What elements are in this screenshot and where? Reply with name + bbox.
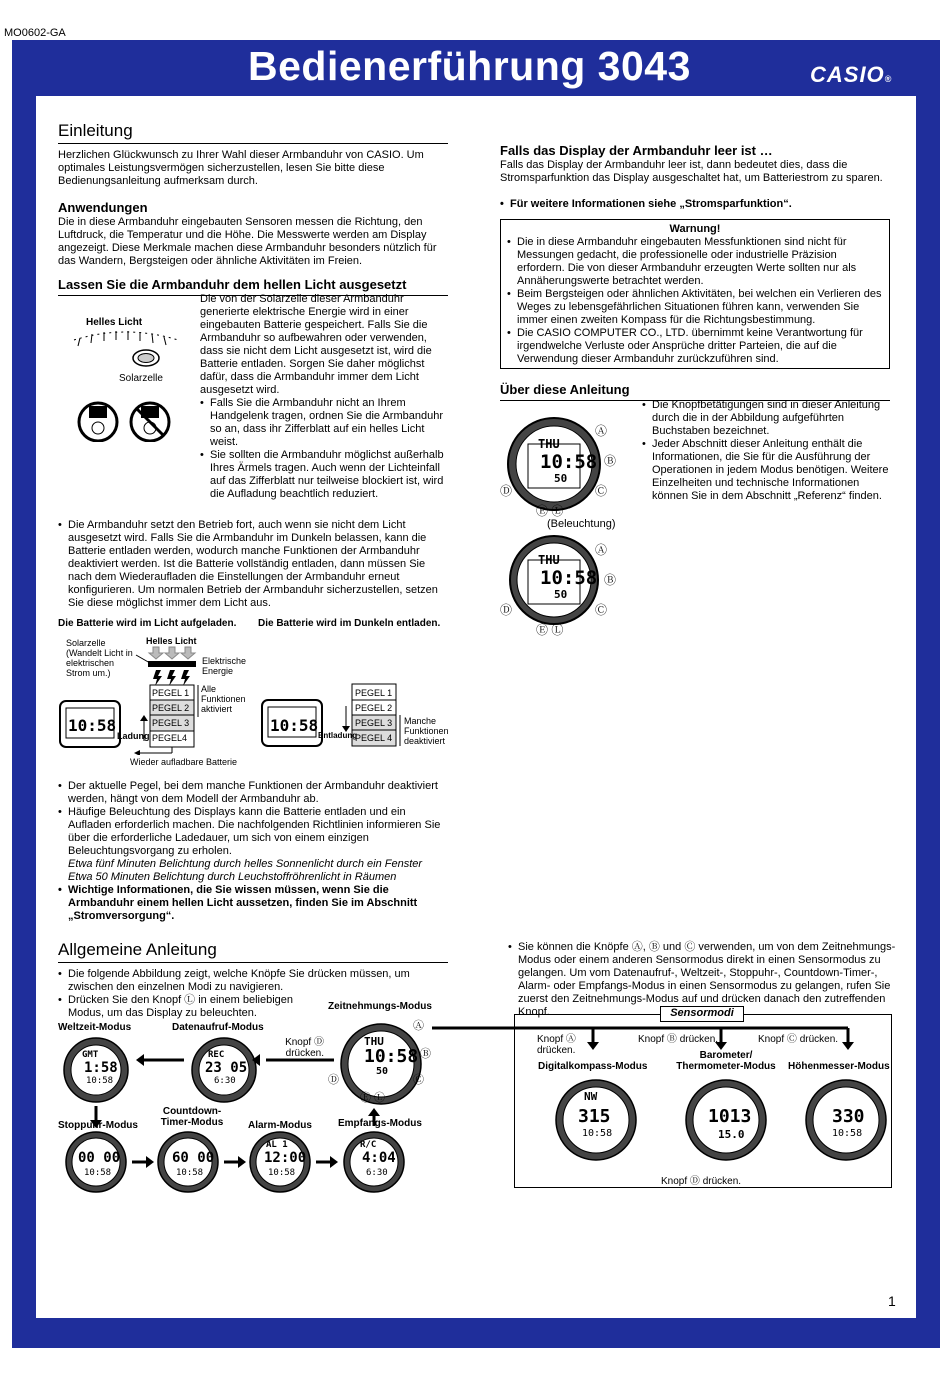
lcd-rc-top: R/C — [360, 1140, 377, 1150]
main-button-b: Ⓑ — [420, 1048, 431, 1060]
lcd-st-bot: 10:58 — [84, 1168, 112, 1178]
light-heading: Lassen Sie die Armbanduhr dem hellen Licht ausgesetzt — [58, 277, 448, 296]
lcd-nw-bot: 10:58 — [582, 1128, 613, 1139]
button-d-label-2: Ⓓ — [500, 603, 513, 617]
light-bullet-2: • Sie sollten die Armbanduhr möglichst außerhalb Ihres Ärmels tragen. Auch wenn der Lichteinfall auf das Zifferblatt nur teilweise blockiert ist, wird die Aufladung beachtlich reduziert. — [200, 449, 448, 501]
main-button-el: Ⓔ Ⓛ — [360, 1092, 386, 1104]
warning-2: • Beim Bergsteigen oder ähnlichen Aktivitäten, bei welchen ein Verlieren des Weges zu lebensgefährlichen Situationen führen kann, verwenden Sie immer einen zweiten Kompass für die Richtungsbestimmung. — [507, 288, 883, 327]
light-bullet-3: • Die Armbanduhr setzt den Betrieb fort, auch wenn sie nicht dem Licht ausgesetzt wird. Falls Sie die Armbanduhr im Dunkeln belassen, kann die Batterie entladen werden, wodurch manche Funktionen der Armbanduhr deaktiviert werden. Ist die Batterie vollständig entladen, dann müssen Sie nach dem Wiederaufladen die Einstellungen der Armbanduhr erneut konfigurieren. Um normalen Betrieb der Armbanduhr sicherzustellen, setzen Sie diese möglichst immer dem Licht aus. — [58, 519, 448, 610]
charge-levels-left: PEGEL 1 PEGEL 2 PEGEL 3 PEGEL4 — [152, 688, 190, 743]
intro-heading: Einleitung — [58, 121, 448, 144]
lcd-alt-bot: 10:58 — [832, 1128, 863, 1139]
press-d2-label: Knopf Ⓓ drücken. — [661, 1176, 742, 1187]
general-bullet-1: • Die folgende Abbildung zeigt, welche Knöpfe Sie drücken müssen, um zwischen den einzelnen Modi zu navigieren. — [58, 968, 448, 994]
general-bullet-2: • Drücken Sie den Knopf Ⓛ in einem beliebigen Modus, um das Display zu beleuchten. — [58, 994, 328, 1020]
sensor-tag: Sensormodi — [660, 1006, 744, 1022]
charge-title-right: Die Batterie wird im Dunkeln entladen. — [258, 618, 441, 629]
blank-heading: Falls das Display der Armbanduhr leer ist … — [500, 143, 773, 158]
charge-solar-label: Solarzelle (Wandelt Licht in elektrischen Strom um.) — [66, 638, 133, 678]
general-heading: Allgemeine Anleitung — [58, 940, 448, 963]
mode-alarm: Alarm-Modus — [248, 1120, 312, 1131]
lcd-rc-bot: 6:30 — [366, 1168, 388, 1178]
lcd-wt-bot: 10:58 — [86, 1076, 114, 1086]
lcd-cd-bot: 10:58 — [176, 1168, 204, 1178]
notes-list — [58, 780, 448, 923]
note-1: • Der aktuelle Pegel, bei dem manche Funktionen der Armbanduhr deaktiviert werden, hängt von dem Modell der Armbanduhr ab. — [58, 780, 448, 806]
mode-timekeeping: Zeitnehmungs-Modus — [328, 1001, 432, 1012]
about-bullets — [642, 399, 890, 503]
lcd-main-day: THU — [364, 1035, 384, 1048]
button-a-label: Ⓐ — [595, 424, 608, 438]
charge-some-disabled: Manche Funktionen deaktiviert — [404, 716, 449, 746]
about-watch-1-sec: 50 — [554, 472, 568, 485]
lcd-rc-mid: 4:04 — [362, 1150, 396, 1166]
lcd-baro-bot: 15.0 — [718, 1128, 745, 1141]
page-number: 1 — [888, 1293, 896, 1309]
lcd-st-mid: 00 00 — [78, 1150, 121, 1166]
mode-countdown: Countdown-Timer-Modus — [160, 1106, 224, 1128]
charge-levels-right: PEGEL 1 PEGEL 2 PEGEL 3 PEGEL 4 — [355, 688, 393, 743]
main-button-d: Ⓓ — [328, 1074, 339, 1086]
lcd-rec-bot: 6:30 — [214, 1076, 236, 1086]
note-3: • Wichtige Informationen, die Sie wissen müssen, wenn Sie die Armbanduhr einem hellen Licht aussetzen, finden Sie im Abschnitt „Stromversorgung“. — [58, 884, 448, 923]
lcd-baro-mid: 1013 — [708, 1106, 752, 1127]
main-button-c: Ⓒ — [413, 1074, 424, 1086]
lcd-al-top: AL 1 — [266, 1140, 288, 1150]
mode-recall: Datenaufruf-Modus — [172, 1022, 264, 1033]
brand-logo: CASIO® — [810, 62, 893, 87]
press-c-label: Knopf Ⓒ drücken. — [758, 1034, 839, 1045]
warning-title: Warnung! — [669, 223, 721, 235]
discharge-label: Entladung — [318, 731, 358, 740]
document-code: MO0602-GA — [4, 27, 66, 39]
lcd-wt-top: GMT — [82, 1050, 99, 1060]
light-bullets-2 — [58, 519, 448, 610]
about-watch-2-time: 10:58 — [540, 567, 598, 589]
mode-alti: Höhenmesser-Modus — [788, 1061, 890, 1072]
about-bullet-1: • Die Knopfbetätigungen sind in dieser Anleitung durch die in der Abbildung aufgeführten Buchstaben bezeichnet. — [642, 399, 890, 438]
lcd-rec-top: REC — [208, 1050, 225, 1060]
button-c-label: Ⓒ — [595, 484, 608, 498]
mode-worldtime: Weltzeit-Modus — [58, 1022, 132, 1033]
lcd-al-bot: 10:58 — [268, 1168, 296, 1178]
press-b-label: Knopf Ⓑ drücken. — [638, 1034, 719, 1045]
charge-rechargeable: Wieder aufladbare Batterie — [130, 757, 238, 767]
warning-3: • Die CASIO COMPUTER CO., LTD. übernimmt keine Verantwortung für irgendwelche Verluste oder Ansprüche dritter Parteien, die auf die Verwendung dieser Armbanduhr zurückzuführen sind. — [507, 327, 883, 366]
mode-receive: Empfangs-Modus — [338, 1118, 422, 1129]
button-c-label-2: Ⓒ — [595, 603, 608, 617]
button-a-label-2: Ⓐ — [595, 543, 608, 557]
warning-1: • Die in diese Armbanduhr eingebauten Messfunktionen sind nicht für Messungen gedacht, die professionelle oder industrielle Präzision erfordern. Die von dieser Armbanduhr erzeugten Werte sollten nur als Annäherungswerte betrachtet werden. — [507, 236, 883, 288]
mode-baro: Barometer/ Thermometer-Modus — [676, 1050, 776, 1072]
about-watch-2-sec: 50 — [554, 588, 568, 601]
warning-box — [500, 219, 890, 369]
blank-text: Falls das Display der Armbanduhr leer ist, dann bedeutet dies, dass die Stromsparfunktion das Display ausgeschaltet hat, um Batteriestrom zu sparen. — [500, 159, 883, 184]
button-d-label: Ⓓ — [500, 484, 513, 498]
lcd-alt-mid: 330 — [832, 1106, 865, 1127]
about-watch-1-time: 10:58 — [540, 451, 598, 473]
lcd-rec-mid: 23 05 — [205, 1060, 248, 1076]
lcd-wt-mid: 1:58 — [84, 1060, 118, 1076]
note-2b: Etwa 50 Minuten Belichtung durch Leuchstoffröhrenlicht in Räumen — [68, 871, 397, 883]
fig-solar-label: Solarzelle — [119, 373, 163, 384]
press-d-label: Knopf Ⓓ drücken. — [285, 1037, 324, 1059]
note-2a: Etwa fünf Minuten Belichtung durch helles Sonnenlicht durch ein Fenster — [68, 858, 423, 870]
note-2: • Häufige Beleuchtung des Displays kann die Batterie entladen und ein Aufladen erforderlich machen. Die nachfolgenden Richtlinien informieren Sie über die erforderliche Ladedauer, um sich von einem einzigen Beleuchtungsvorgang zu erholen. Etwa fünf Minuten Belichtung durch helles Sonnenlicht durch ein Fenster Etwa 50 Minuten Belichtung durch Leuchstoffröhrenlicht in Räumen — [58, 806, 448, 884]
page-title: Bedienerführung 3043 — [248, 43, 691, 89]
about-watch-1-day: THU — [538, 437, 560, 451]
press-a-label: Knopf Ⓐ drücken. — [537, 1034, 576, 1056]
mode-stopwatch: Stoppuhr-Modus — [58, 1120, 138, 1131]
general-bullets — [58, 968, 448, 1020]
charge-lcd-left: 10:58 — [68, 716, 117, 735]
charge-energy-label: Elektrische Energie — [202, 656, 247, 676]
about-bullet-2: • Jeder Abschnitt dieser Anleitung enthält die Informationen, die Sie für die Ausführung der Operationen in jedem Modus benötigen. Weitere Einzelheiten und technische Informationen können Sie in dem Abschnitt „Referenz“ finden. — [642, 438, 890, 503]
intro-text: Herzlichen Glückwunsch zu Ihrer Wahl dieser Armbanduhr von CASIO. Um optimales Leistungsvermögen sicherzustellen, lesen Sie bitte diese Bedienungsanleitung aufmerksam durch. — [58, 149, 424, 187]
light-bullet-1: • Falls Sie die Armbanduhr nicht an Ihrem Handgelenk tragen, ordnen Sie die Armbanduhr so an, dass ihr Zifferblatt auf ein helles Licht weist. — [200, 397, 448, 449]
charge-title-left: Die Batterie wird im Licht aufgeladen. — [58, 618, 237, 629]
charge-label: Ladung — [117, 731, 150, 741]
button-el-label: Ⓔ Ⓛ — [536, 504, 564, 518]
button-b-label: Ⓑ — [604, 454, 617, 468]
about-heading: Über diese Anleitung — [500, 382, 890, 401]
lcd-cd-mid: 60 00 — [172, 1150, 215, 1166]
lcd-nw-mid: 315 — [578, 1106, 611, 1127]
mode-compass: Digitalkompass-Modus — [538, 1061, 648, 1072]
about-light-label: (Beleuchtung) — [547, 518, 616, 530]
general-right-bullet: • Sie können die Knöpfe Ⓐ, Ⓑ und Ⓒ verwenden, um von dem Zeitnehmungs-Modus oder einem anderen Sensormodus direkt in einen Sensormodus zu gelangen. Um vom Datenaufruf-, Weltzeit-, Stoppuhr-, Countdown-Timer-, Alarm- oder Empfangs-Modus in einen Sensormodus zu gelangen, rufen Sie zuerst den Zeitnehmungs-Modus auf und drücken danach den zutreffenden Knopf. — [508, 941, 898, 1019]
lcd-main-time: 10:58 — [364, 1046, 419, 1067]
light-text: Die von der Solarzelle dieser Armbanduhr generierte elektrische Energie wird in einer eingebauten Batterie gespeichert. Falls Sie die Armbanduhr so aufbewahren oder verwenden, dass sie nicht dem Licht ausgesetzt ist, wird die Batterie entladen. Sorgen Sie daher möglichst dafür, dass die Armbanduhr immer dem Licht ausgesetzt wird. — [200, 293, 432, 396]
light-bullets — [200, 397, 448, 501]
blank-bullet: • Für weitere Informationen siehe „Stromsparfunktion“. — [500, 198, 890, 211]
charge-all-active: Alle Funktionen aktiviert — [201, 684, 246, 714]
apps-text: Die in diese Armbanduhr eingebauten Sensoren messen die Richtung, den Luftdruck, die Temperatur und die Höhe. Die Messwerte werden am Display angezeigt. Diese Merkmale machen diese Armbanduhr besonders nützlich für das Wandern, Bergsteigen oder ähnliche Aktivitäten im Freien. — [58, 216, 437, 267]
blank-bullets — [500, 198, 890, 211]
main-button-a: Ⓐ — [413, 1020, 424, 1032]
button-el-label-2: Ⓔ Ⓛ — [536, 623, 564, 637]
about-watch-2-day: THU — [538, 553, 560, 567]
lcd-al-mid: 12:00 — [264, 1150, 307, 1166]
lcd-nw-top: NW — [584, 1090, 598, 1103]
fig-bright-label: Helles Licht — [86, 317, 143, 328]
button-b-label-2: Ⓑ — [604, 573, 617, 587]
lcd-main-sec: 50 — [376, 1066, 389, 1077]
apps-heading: Anwendungen — [58, 200, 148, 215]
charge-bright-label: Helles Licht — [146, 636, 197, 646]
charge-lcd-right: 10:58 — [270, 716, 319, 735]
